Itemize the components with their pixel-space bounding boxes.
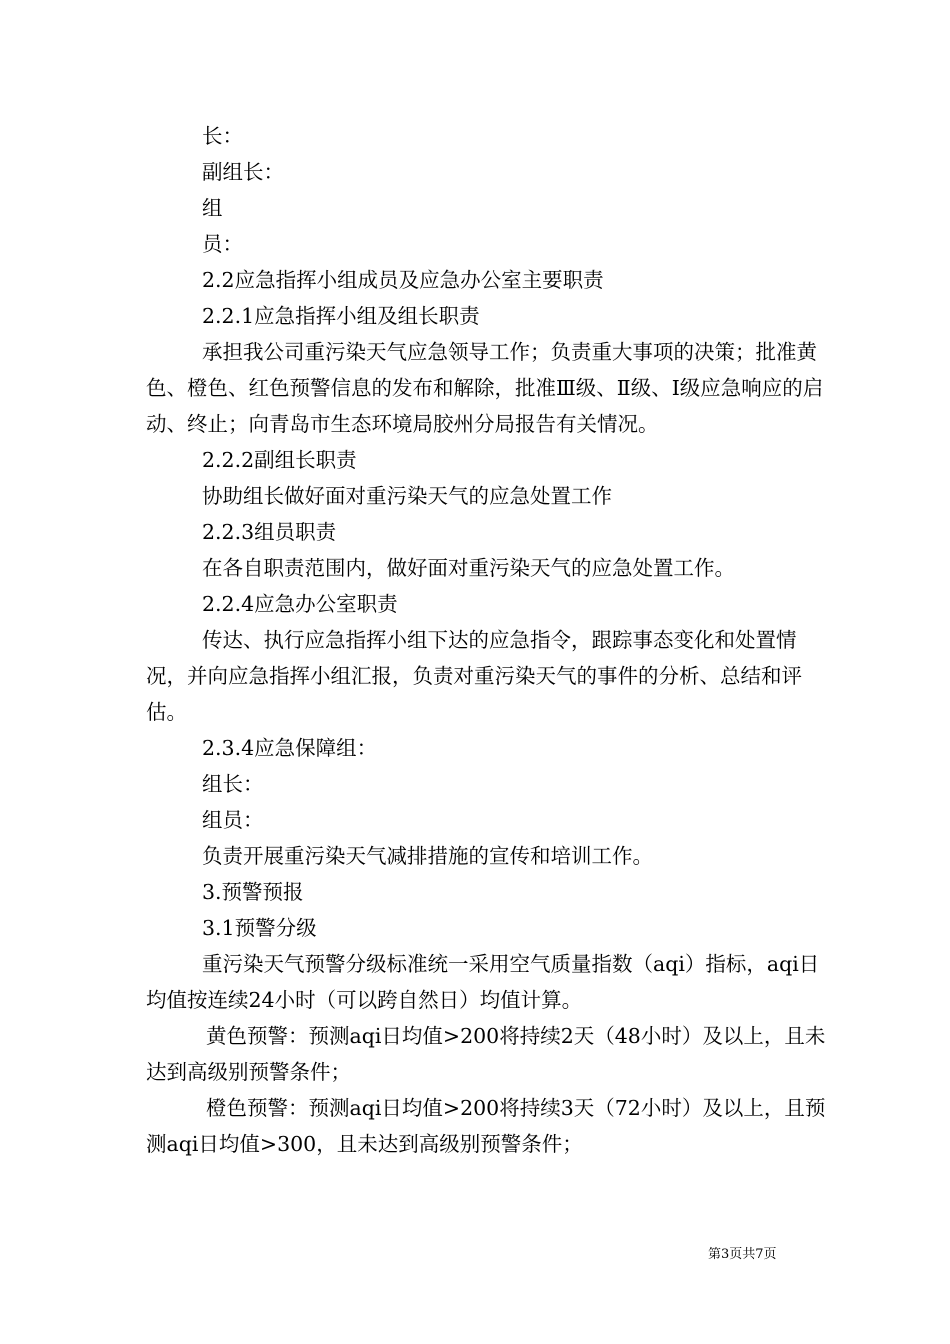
paragraph: 员： — [202, 232, 243, 256]
paragraph: 负责开展重污染天气减排措施的宣传和培训工作。 — [202, 844, 653, 868]
subsection-heading: 2.2.2副组长职责 — [202, 448, 357, 472]
paragraph: 组员： — [202, 808, 264, 832]
paragraph: 黄色预警：预测aqi日均值>200将持续2天（48小时）及以上，且未达到高级别预警条件； — [146, 1024, 826, 1084]
paragraph: 组长： — [202, 772, 264, 796]
paragraph: 在各自职责范围内，做好面对重污染天气的应急处置工作。 — [202, 556, 735, 580]
paragraph: 橙色预警：预测aqi日均值>200将持续3天（72小时）及以上，且预测aqi日均值>300，且未达到高级别预警条件； — [146, 1096, 826, 1156]
paragraph: 承担我公司重污染天气应急领导工作；负责重大事项的决策；批准黄色、橙色、红色预警信息的发布和解除，批准Ⅲ级、Ⅱ级、Ⅰ级应急响应的启动、终止；向青岛市生态环境局胶州分局报告有关情况。 — [146, 340, 824, 436]
subsection-heading: 2.2.4应急办公室职责 — [202, 592, 398, 616]
subsection-heading: 2.2.3组员职责 — [202, 520, 337, 544]
document-body — [146, 118, 826, 1162]
paragraph: 重污染天气预警分级标准统一采用空气质量指数（aqi）指标，aqi日均值按连续24小时（可以跨自然日）均值计算。 — [146, 952, 820, 1012]
subsection-heading: 2.2.1应急指挥小组及组长职责 — [202, 304, 480, 328]
paragraph: 组 — [202, 196, 223, 220]
paragraph: 副组长： — [202, 160, 284, 184]
paragraph: 传达、执行应急指挥小组下达的应急指令，跟踪事态变化和处置情况，并向应急指挥小组汇报，负责对重污染天气的事件的分析、总结和评估。 — [146, 628, 802, 724]
section-heading: 3.预警预报 — [202, 880, 304, 904]
paragraph: 协助组长做好面对重污染天气的应急处置工作 — [202, 484, 612, 508]
subsection-heading: 3.1预警分级 — [202, 916, 317, 940]
subsection-heading: 2.3.4应急保障组： — [202, 736, 378, 760]
paragraph: 长： — [202, 124, 243, 148]
section-heading: 2.2应急指挥小组成员及应急办公室主要职责 — [202, 268, 604, 292]
page-number: 第3页共7页 — [708, 1247, 777, 1262]
